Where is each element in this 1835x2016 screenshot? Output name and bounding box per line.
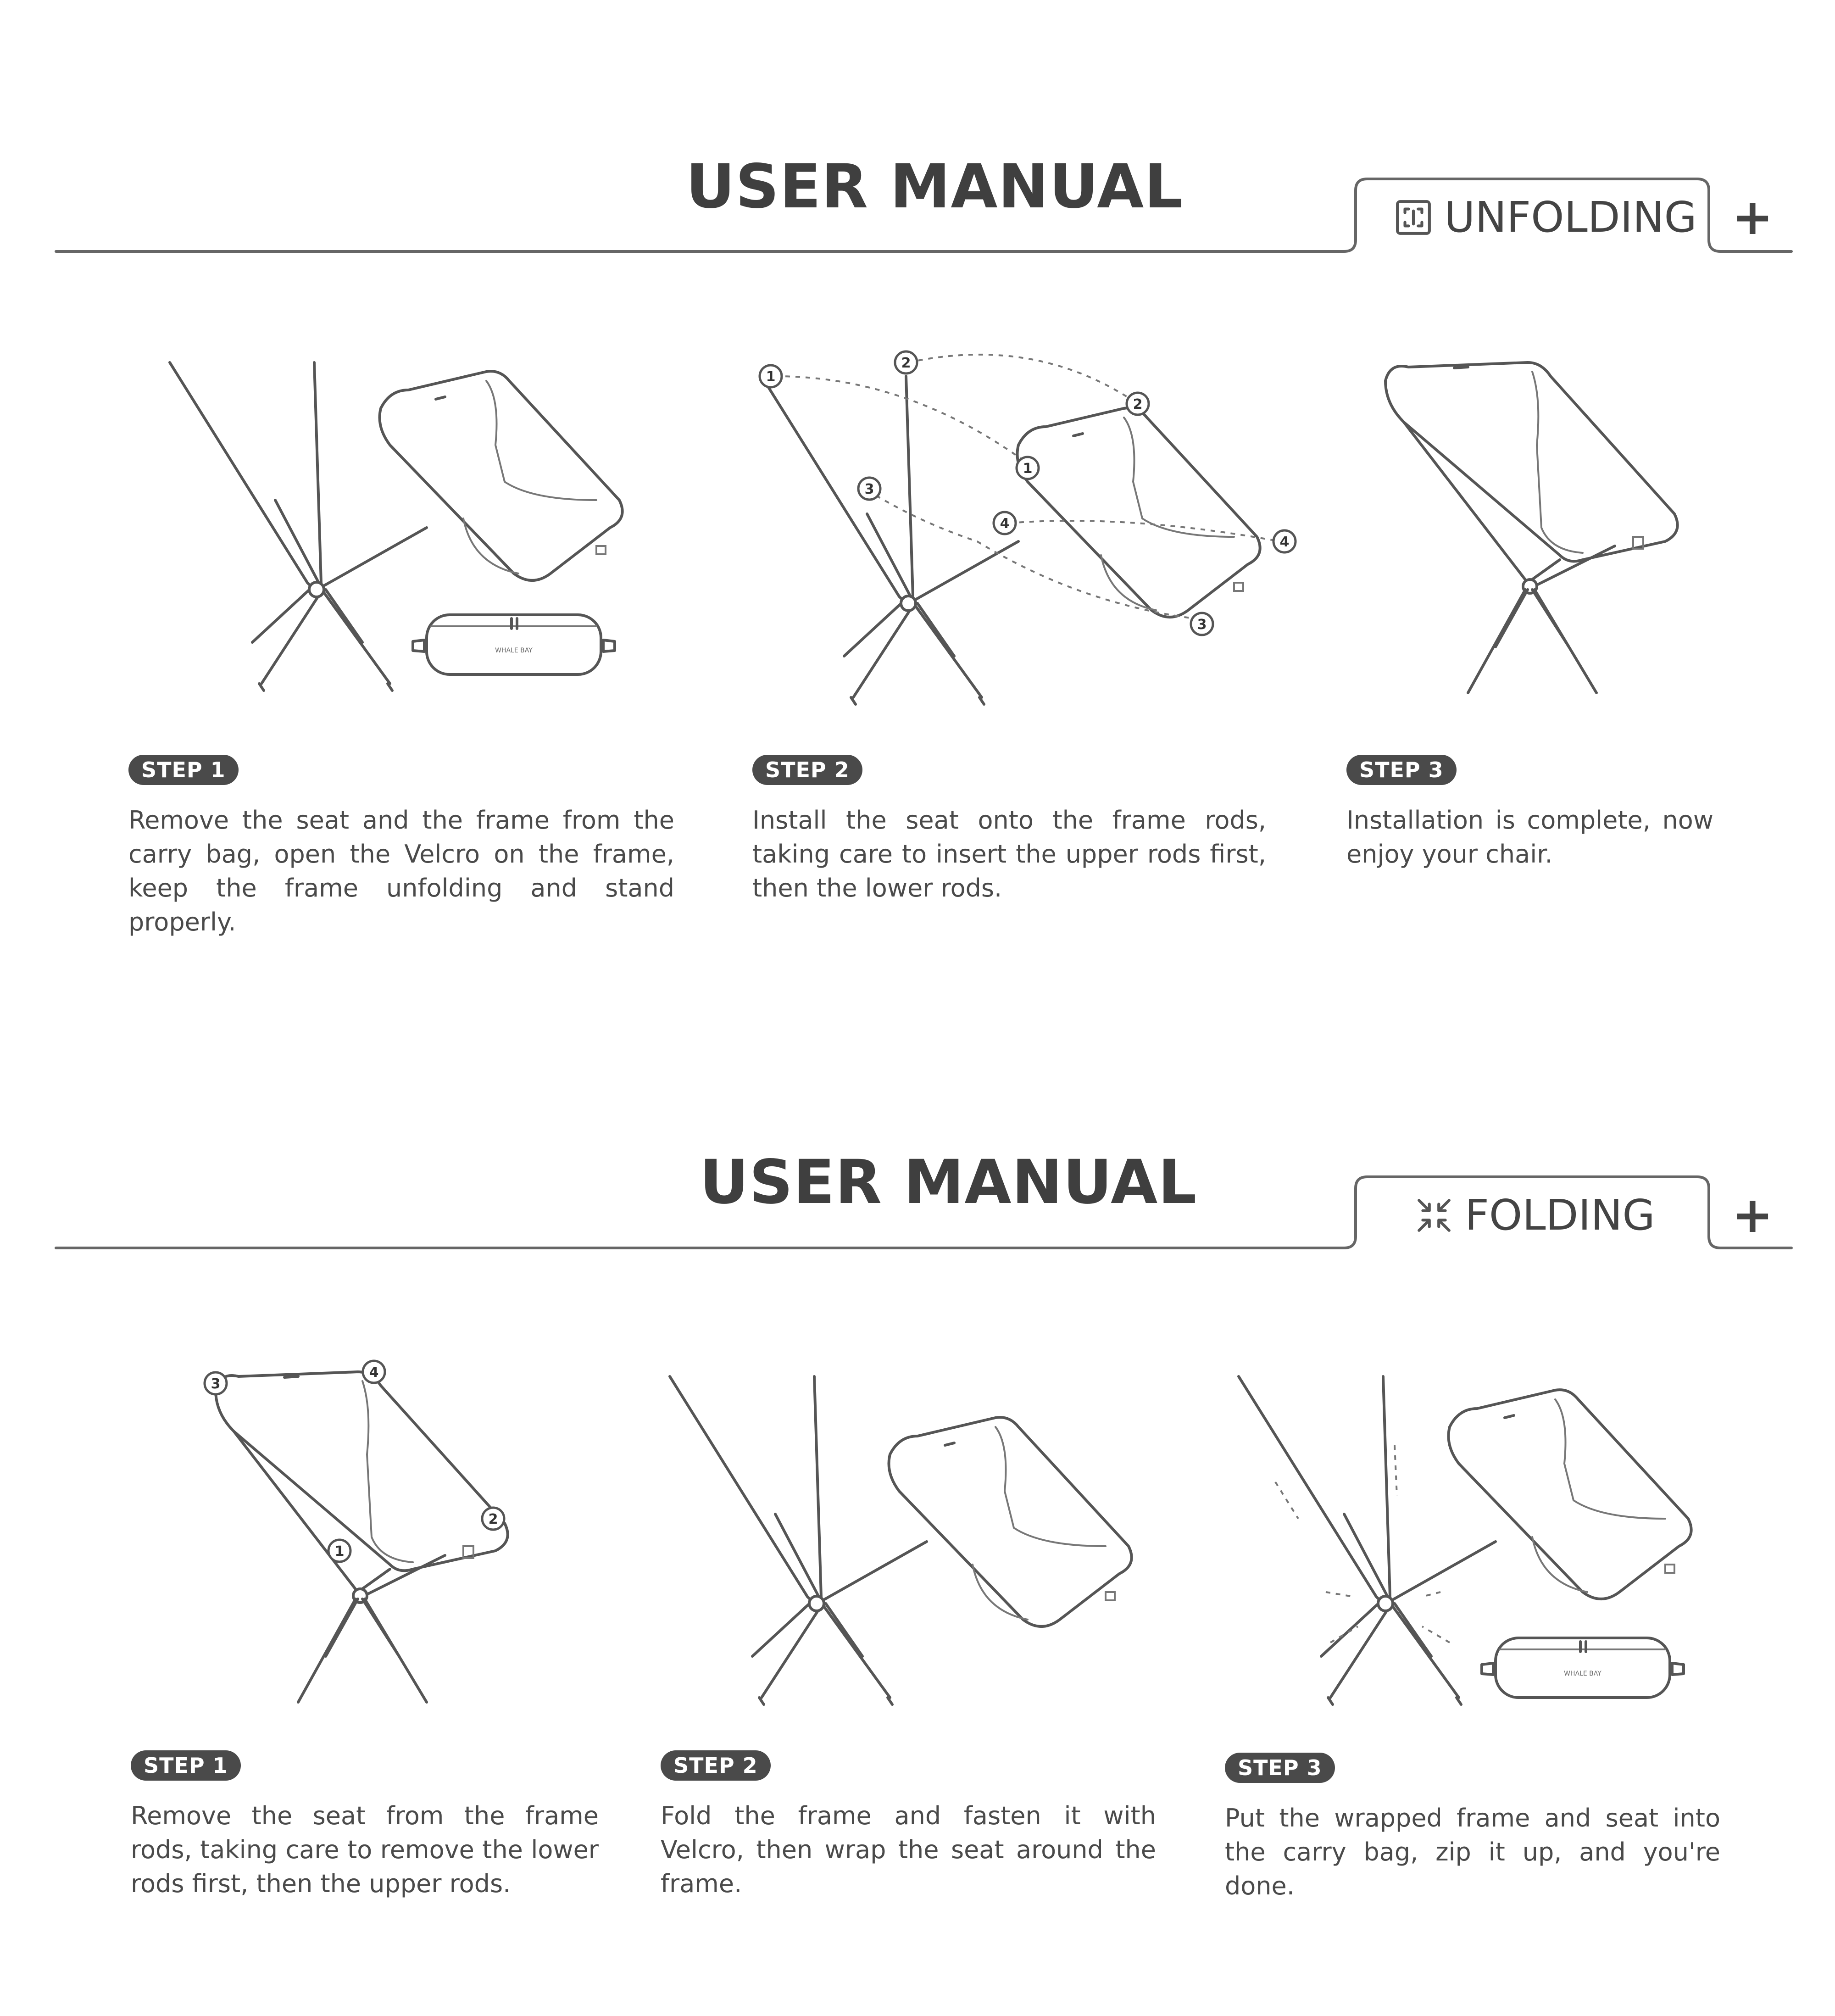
folding-step-3 — [1225, 1753, 1720, 1903]
folding-step-1 — [131, 1750, 599, 1901]
svg-text:4: 4 — [369, 1364, 379, 1381]
svg-text:2: 2 — [901, 355, 911, 371]
marker-2b — [1127, 393, 1149, 415]
step-description: Remove the seat from the frame rods, taking care to remove the lower rods first, then the upper rods. — [131, 1801, 599, 1898]
svg-text:3: 3 — [211, 1376, 221, 1392]
unfolding-step-3 — [1346, 755, 1713, 871]
step-badge: STEP 3 — [1346, 755, 1457, 785]
unfolding-step-2 — [752, 755, 1266, 905]
marker-4 — [363, 1361, 385, 1383]
unfolding-step2-illustration — [762, 349, 1312, 707]
folding-plus-button[interactable]: + — [1732, 1186, 1774, 1244]
folding-title: USER MANUAL — [700, 1147, 1197, 1218]
marker-1b — [1017, 457, 1039, 479]
unfolding-step1-illustration — [170, 358, 651, 707]
tab-folding-label: FOLDING — [1465, 1191, 1655, 1240]
svg-text:2: 2 — [488, 1511, 498, 1527]
marker-2 — [482, 1508, 504, 1530]
bag-brand-label: WHALE BAY — [1564, 1670, 1601, 1677]
marker-4a — [994, 512, 1016, 534]
svg-text:1: 1 — [1023, 461, 1033, 477]
tab-unfolding-label: UNFOLDING — [1444, 193, 1697, 242]
step-badge: STEP 2 — [752, 755, 862, 785]
folding-section — [0, 1009, 1835, 2016]
svg-text:4: 4 — [1279, 534, 1290, 550]
marker-3b — [1191, 613, 1213, 635]
marker-2a — [895, 351, 917, 373]
tab-folding[interactable] — [1415, 1191, 1655, 1240]
tab-unfolding[interactable] — [1395, 193, 1697, 242]
svg-text:3: 3 — [864, 481, 874, 497]
unfolding-title: USER MANUAL — [686, 151, 1184, 222]
collapse-arrows-icon — [1415, 1197, 1453, 1234]
svg-text:1: 1 — [334, 1543, 345, 1559]
step-description: Remove the seat and the frame from the carry bag, open the Velcro on the frame, keep the frame unfolding and stand properly. — [128, 806, 674, 936]
svg-text:4: 4 — [1000, 516, 1010, 532]
marker-4b — [1273, 530, 1296, 552]
svg-text:1: 1 — [766, 369, 776, 385]
step-description: Put the wrapped frame and seat into the carry bag, zip it up, and you're done. — [1225, 1804, 1720, 1900]
marker-1a — [760, 365, 782, 387]
marker-3a — [858, 478, 880, 500]
folding-step2-illustration — [670, 1376, 1165, 1716]
unfolding-step-1 — [128, 755, 674, 939]
step-badge: STEP 1 — [131, 1750, 241, 1781]
step-badge: STEP 1 — [128, 755, 239, 785]
folding-step3-illustration — [1239, 1376, 1743, 1716]
folding-step-2 — [661, 1750, 1156, 1901]
marker-1 — [328, 1540, 350, 1562]
unfolding-step3-illustration — [1376, 358, 1697, 707]
step-description: Fold the frame and fasten it with Velcro, then wrap the seat around the frame. — [661, 1801, 1156, 1898]
svg-text:2: 2 — [1133, 396, 1143, 412]
step-badge: STEP 3 — [1225, 1753, 1335, 1783]
marker-3 — [205, 1372, 227, 1394]
carry-bag-icon — [413, 615, 615, 674]
expand-arrows-icon — [1395, 199, 1432, 236]
carry-bag-icon — [1482, 1638, 1684, 1698]
unfolding-plus-button[interactable]: + — [1732, 189, 1774, 246]
svg-text:3: 3 — [1197, 617, 1207, 633]
step-description: Install the seat onto the frame rods, taking care to insert the upper rods first, then the lower rods. — [752, 806, 1266, 902]
step-description: Installation is complete, now enjoy your chair. — [1346, 806, 1713, 869]
step-badge: STEP 2 — [661, 1750, 771, 1781]
bag-brand-label: WHALE BAY — [495, 647, 533, 654]
folding-step1-illustration — [202, 1358, 532, 1711]
